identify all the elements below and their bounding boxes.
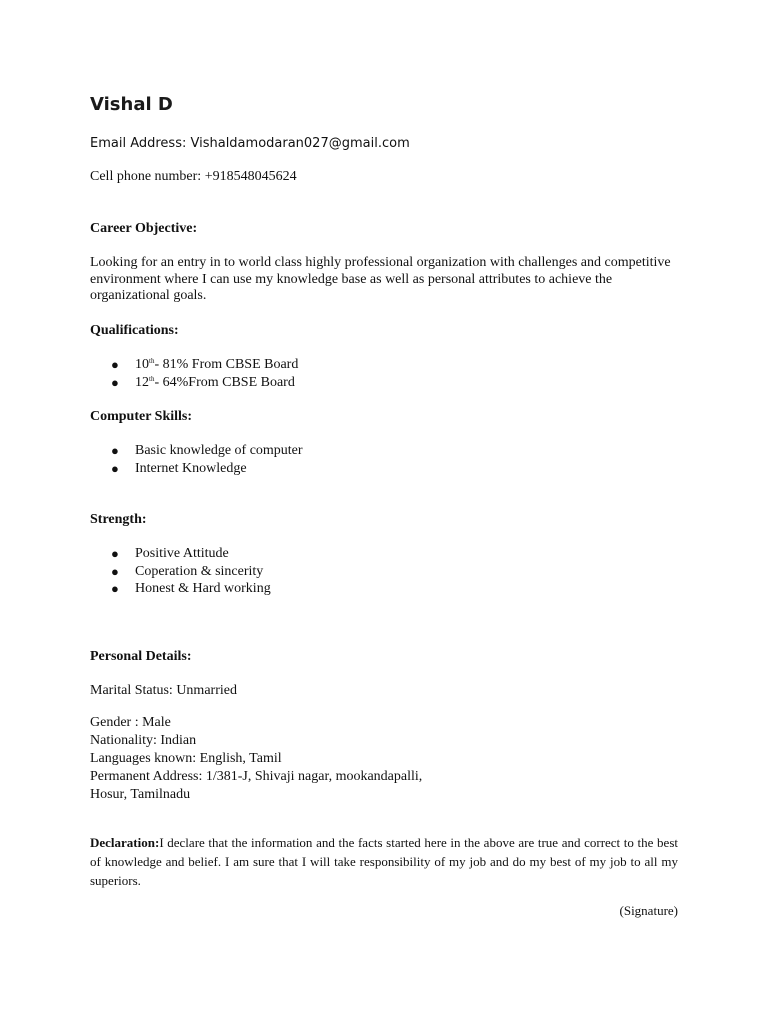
declaration-label: Declaration: xyxy=(90,835,160,850)
nationality: Nationality: Indian xyxy=(90,733,197,748)
cell-phone-label: Cell phone number: xyxy=(90,169,202,184)
permanent-address-line2: Hosur, Tamilnadu xyxy=(90,787,191,802)
declaration xyxy=(90,833,678,890)
career-objective-text: Looking for an entry in to world class highly professional organization with challenges and competitive environment where I can use my knowledge base as well as personal attributes to achieve the organizational goals. xyxy=(90,255,671,303)
skill-text: Basic knowledge of computer xyxy=(135,443,303,458)
bullet-icon: ● xyxy=(111,546,119,561)
resume-page xyxy=(90,0,678,1024)
strength-list xyxy=(90,545,271,598)
strength-text: Coperation & sincerity xyxy=(135,563,264,579)
qualification-grade: 10 xyxy=(135,357,149,372)
list-item xyxy=(90,374,298,392)
cell-phone-value: +918548045624 xyxy=(204,169,297,184)
list-item xyxy=(90,356,298,374)
candidate-name: Vishal D xyxy=(90,94,173,115)
email-value: Vishaldamodaran027@gmail.com xyxy=(190,136,410,151)
qualifications-list xyxy=(90,356,298,391)
languages-known: Languages known: English, Tamil xyxy=(90,751,282,766)
list-item xyxy=(90,563,271,581)
qualification-grade: 12 xyxy=(135,374,149,390)
email-label: Email Address: xyxy=(90,136,187,151)
qualification-detail: - 64%From CBSE Board xyxy=(154,374,295,390)
list-item xyxy=(90,580,271,598)
bullet-icon: ● xyxy=(111,357,119,372)
skill-text: Internet Knowledge xyxy=(135,460,247,476)
qualification-detail: - 81% From CBSE Board xyxy=(154,357,299,372)
personal-details-heading: Personal Details: xyxy=(90,649,192,664)
bullet-icon: ● xyxy=(111,581,119,596)
qualifications-heading: Qualifications: xyxy=(90,323,179,338)
bullet-icon: ● xyxy=(111,443,119,458)
bullet-icon: ● xyxy=(111,374,119,390)
career-objective-heading: Career Objective: xyxy=(90,221,198,236)
ordinal-suffix: th xyxy=(149,357,155,365)
signature: (Signature) xyxy=(619,903,678,918)
marital-status: Marital Status: Unmarried xyxy=(90,683,237,698)
list-item xyxy=(90,442,303,460)
list-item xyxy=(90,460,303,478)
strength-text: Honest & Hard working xyxy=(135,581,271,596)
bullet-icon: ● xyxy=(111,563,119,579)
computer-skills-list xyxy=(90,442,303,477)
declaration-text: I declare that the information and the facts started here in the above are true and correct to the best of knowledge and belief. I am sure that I will take responsibility of my job and do my best of my job to all my superiors. xyxy=(90,835,678,888)
list-item xyxy=(90,545,271,563)
computer-skills-heading: Computer Skills: xyxy=(90,409,193,424)
strength-heading: Strength: xyxy=(90,512,147,527)
personal-details-block xyxy=(90,714,422,804)
bullet-icon: ● xyxy=(111,460,119,476)
permanent-address-line1: Permanent Address: 1/381-J, Shivaji nagar, mookandapalli, xyxy=(90,769,423,784)
cell-phone-line xyxy=(90,169,297,185)
strength-text: Positive Attitude xyxy=(135,546,229,561)
ordinal-suffix: th xyxy=(149,374,155,383)
email-line xyxy=(90,136,410,151)
gender: Gender : Male xyxy=(90,715,171,730)
